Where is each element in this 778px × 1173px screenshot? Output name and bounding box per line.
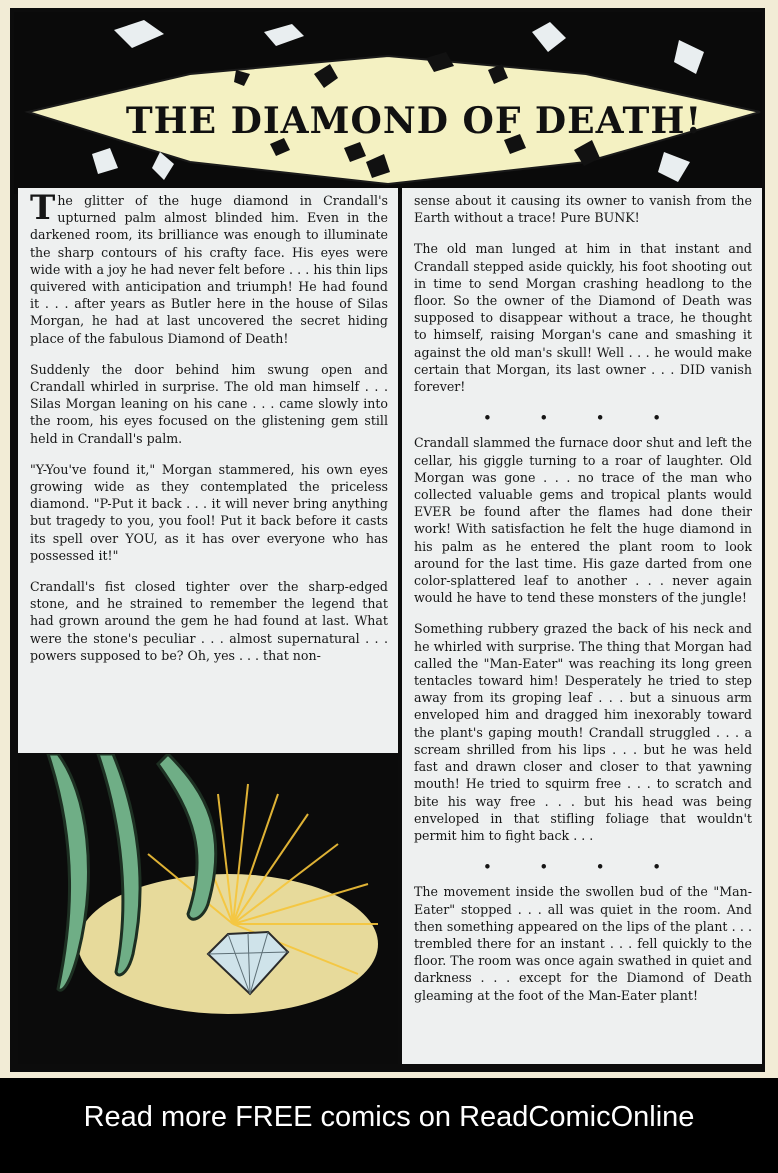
story-title: THE DIAMOND OF DEATH! bbox=[125, 100, 703, 142]
paragraph bbox=[30, 188, 388, 347]
scene-separator: • • • • bbox=[483, 410, 683, 426]
paragraph-text: he glitter of the huge diamond in Crandall's upturned palm almost blinded him. Even in the darkened room, its brilliance was enough to illuminate the sharp contours of his crafty face. His eyes were wide with a joy he had never felt before . . . his thin lips quivered with anticipation and triumph! He had found it . . . after years as Butler here in the house of Silas Morgan, he had at last uncovered the secret hiding place of the fabulous Diamond of Death! bbox=[30, 193, 388, 346]
footer-banner-link[interactable]: Read more FREE comics on ReadComicOnline bbox=[83, 1101, 695, 1133]
scene-separator: • • • • bbox=[483, 859, 683, 875]
paragraph: Crandall's fist closed tighter over the sharp-edged stone, and he strained to remember the legend that had grown around the gem he had found at last. What were the stone's peculiar . . . almost supernatural . . . powers supposed to be? Oh, yes . . . that non- bbox=[30, 579, 388, 663]
paragraph: The movement inside the swollen bud of the "Man-Eater" stopped . . . all was quiet in the room. And then something appeared on the lips of the plant . . . trembled there for an instant . . . fell quickly to the floor. The room was once again swathed in quiet and darkness . . . except for the Diamond of Death gleaming at the foot of the Man-Eater plant! bbox=[414, 884, 752, 1003]
diamond-illustration-panel bbox=[18, 754, 398, 1064]
title-banner bbox=[14, 12, 762, 194]
drop-cap: T bbox=[30, 188, 56, 228]
right-text-column bbox=[402, 188, 762, 1064]
paragraph: sense about it causing its owner to vanish from the Earth without a trace! Pure BUNK! bbox=[414, 193, 752, 226]
paragraph: "Y-You've found it," Morgan stammered, his own eyes growing wide as they contemplated the priceless diamond. "P-Put it back . . . it will never bring anything but tragedy to you, you fool! Put it back before it casts its spell over YOU, as it has over everyone who has possessed it!" bbox=[30, 461, 388, 563]
left-text-column bbox=[18, 188, 398, 753]
illustration-art bbox=[18, 754, 398, 1064]
paragraph: Suddenly the door behind him swung open and Crandall whirled in surprise. The old man himself . . . Silas Morgan leaning on his cane . . . came slowly into the room, his eyes focused on the glistening gem still held in Crandall's palm. bbox=[30, 361, 388, 446]
paragraph: Something rubbery grazed the back of his neck and he whirled with surprise. The thing that Morgan had called the "Man-Eater" was reaching its long green tentacles toward him! Desperately he tried to step away from its groping leaf . . . but a sinuous arm enveloped him and dragged him inexorably toward the plant's gaping mouth! Crandall struggled . . . a scream shrilled from his lips . . . but he was held fast and drawn closer and closer to that yawning mouth! He tried to squirm free . . . to scratch and bite his way free . . . but his head was being enveloped in that stifling foliage that wouldn't permit him to fight back . . . bbox=[414, 621, 752, 843]
paragraph: The old man lunged at him in that instant and Crandall stepped aside quickly, his foot shooting out in time to send Morgan crashing headlong to the floor. So the owner of the Diamond of Death was supposed to disappear without a trace, he thought to himself, raising Morgan's cane and smashing it against the old man's skull! Well . . . he would make certain that Morgan, its last owner . . . DID vanish forever! bbox=[414, 241, 752, 395]
paragraph: Crandall slammed the furnace door shut and left the cellar, his giggle turning to a roar of laughter. Old Morgan was gone . . . no trace of the man who collected valuable gems and tropical plants would EVER be found after the flames had done their work! With satisfaction he felt the huge diamond in his palm as he entered the plant room to look around for the last time. His gaze darted from one color-splattered leaf to another . . . never again would he have to tend these monsters of the jungle! bbox=[414, 435, 752, 606]
